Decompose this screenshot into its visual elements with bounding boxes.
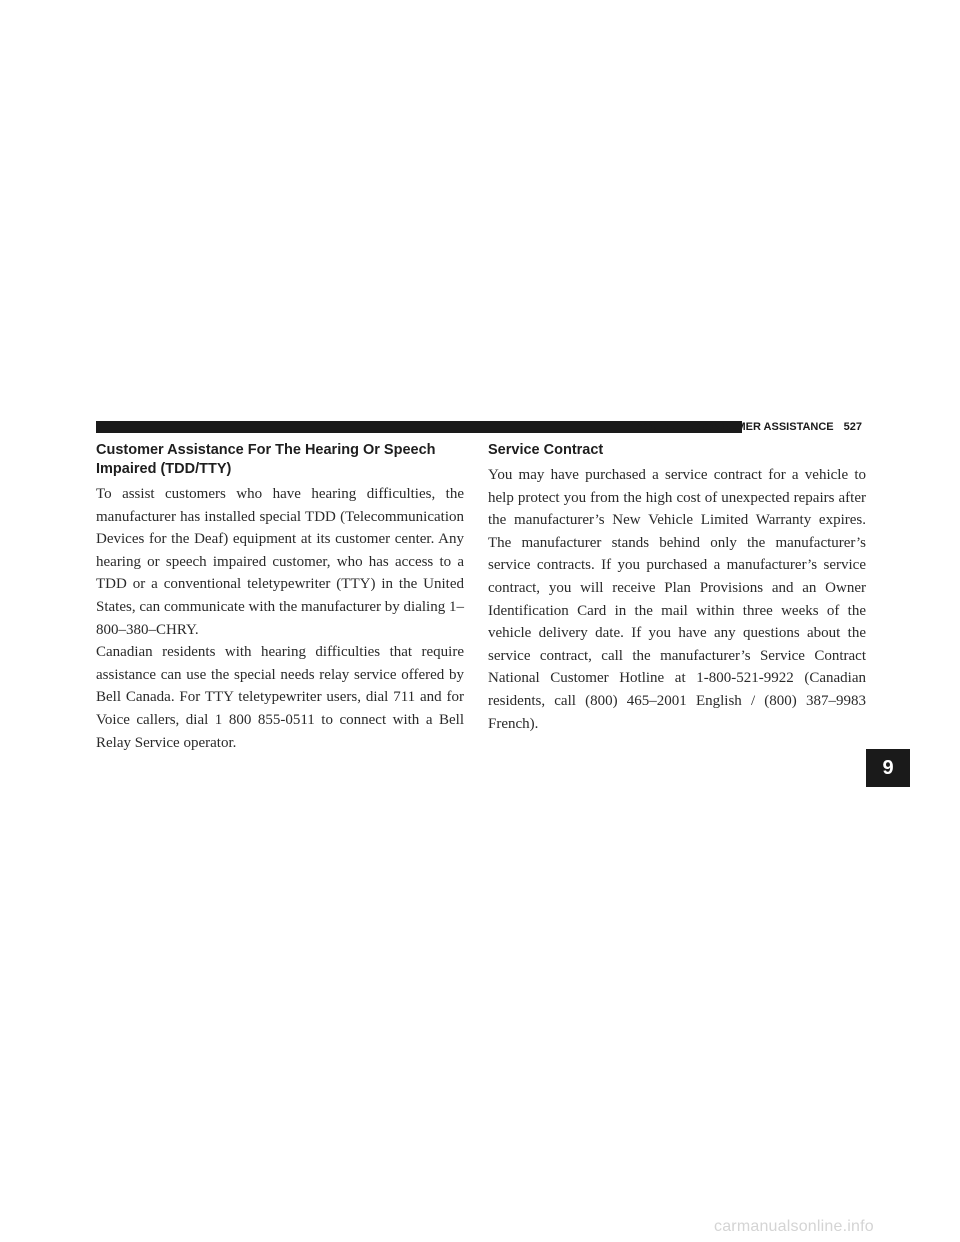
section-heading-tdd-tty: Customer Assistance For The Hearing Or Speech Impaired (TDD/TTY) [96, 442, 436, 477]
paragraph-tdd-intro: To assist customers who have hearing difficulties, the manufacturer has installed special TDD (Telecommunication Devices for the Deaf) equipment at its customer center. Any hearing or speech impaired customer, who has access to a TDD or a conventional teletypewriter (TTY) in the United States, can communicate with the manufacturer by dialing 1–800–380–CHRY. [96, 486, 464, 638]
left-column [96, 441, 464, 754]
chapter-number: 9 [882, 756, 894, 779]
right-column [488, 441, 866, 735]
chapter-tab [866, 749, 910, 787]
section-heading-service-contract: Service Contract [488, 442, 604, 458]
running-head [624, 418, 862, 436]
page-number: 527 [843, 421, 862, 433]
running-head-title: IF YOU NEED CONSUMER ASSISTANCE [623, 421, 834, 433]
paragraph-canadian-relay: Canadian residents with hearing difficulties that require assistance can use the special needs relay service offered by Bell Canada. For TTY teletypewriter users, dial 711 and for Voice callers, dial 1 800 855-0511 to connect with a Bell Relay Service operator. [96, 644, 464, 751]
watermark: carmanualsonline.info [714, 1218, 874, 1235]
paragraph-service-contract: You may have purchased a service contract for a vehicle to help protect you from the high cost of unexpected repairs after the manufacturer’s New Vehicle Limited Warranty expires. The manufacturer stands behind only the manufacturer’s service contracts. If you purchased a manufacturer’s service contract, you will receive Plan Provisions and an Owner Identification Card in the mail within three weeks of the vehicle delivery date. If you have any questions about the service contract, call the manufacturer’s Service Contract National Customer Hotline at 1-800-521-9922 (Canadian residents, call (800) 465–2001 English / (800) 387–9983 French). [488, 467, 866, 732]
